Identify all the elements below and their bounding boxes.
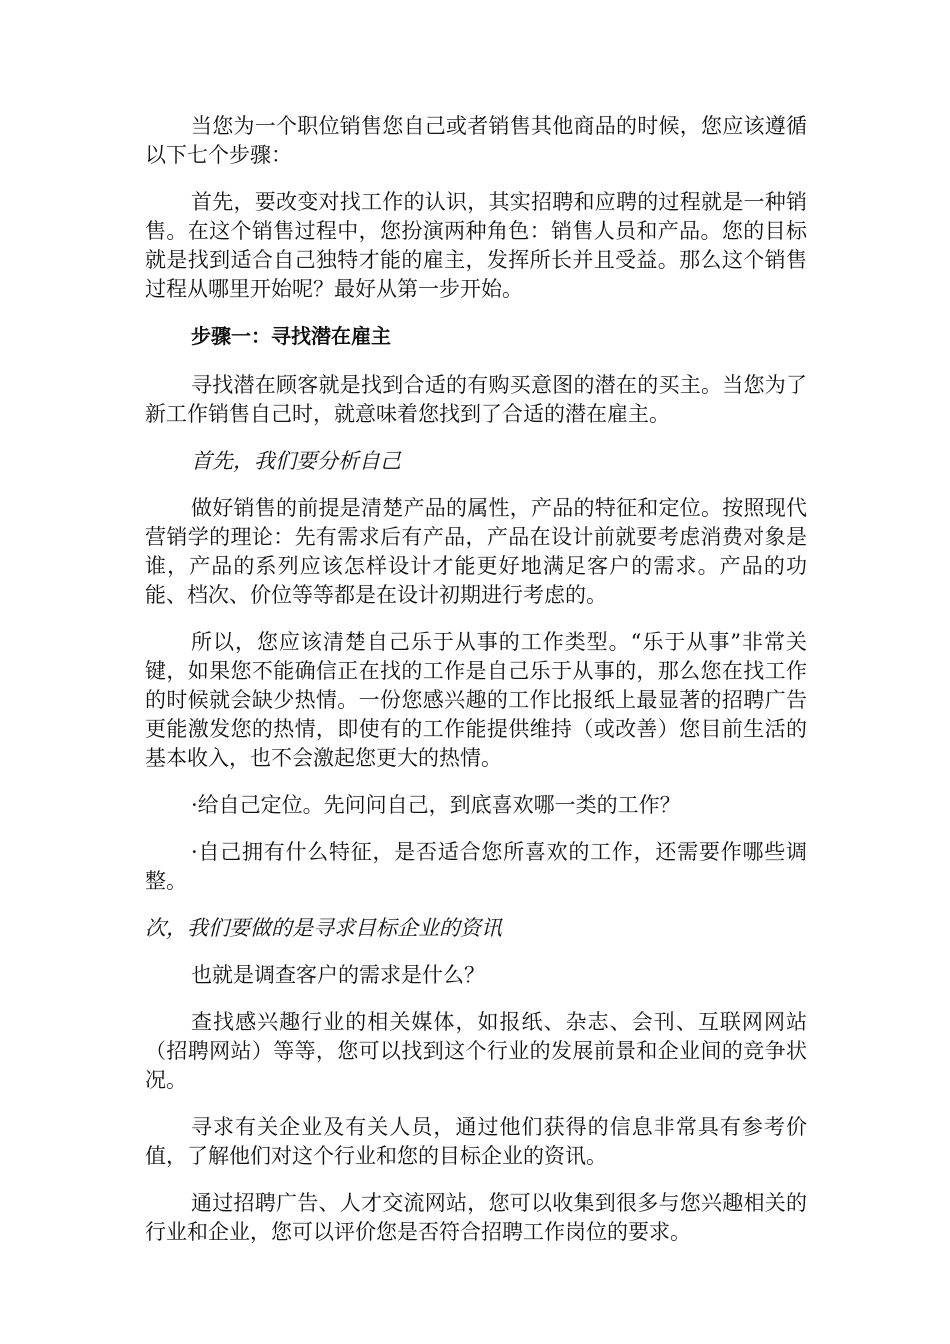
subheading: 次，我们要做的是寻求目标企业的资讯 <box>145 916 502 940</box>
body-paragraph: 做好销售的前提是清楚产品的属性，产品的特征和定位。按照现代营销学的理论：先有需求后有产品，产品在设计前就要考虑消费对象是谁，产品的系列应该怎样设计才能更好地满足客户的需求。产品的功能、档次、价位等等都是在设计初期进行考虑的。 <box>145 496 807 607</box>
bullet-item: ·给自己定位。先问问自己，到底喜欢哪一类的工作？ <box>191 793 681 817</box>
body-paragraph: 首先，要改变对找工作的认识，其实招聘和应聘的过程就是一种销售。在这个销售过程中，您扮演两种角色：销售人员和产品。您的目标就是找到适合自己独特才能的雇主，发挥所长并且受益。那么这个销售过程从哪里开始呢？最好从第一步开始。 <box>145 190 807 301</box>
body-paragraph: 通过招聘广告、人才交流网站，您可以收集到很多与您兴趣相关的行业和企业，您可以评价您是否符合招聘工作岗位的要求。 <box>145 1191 807 1244</box>
body-paragraph: 寻找潜在顾客就是找到合适的有购买意图的潜在的买主。当您为了新工作销售自己时，就意味着您找到了合适的潜在雇主。 <box>145 373 807 426</box>
subheading: 首先，我们要分析自己 <box>191 449 401 473</box>
bullet-item: ·自己拥有什么特征，是否适合您所喜欢的工作，还需要作哪些调整。 <box>145 840 807 893</box>
body-paragraph: 查找感兴趣行业的相关媒体，如报纸、杂志、会刊、互联网网站（招聘网站）等等，您可以找到这个行业的发展前景和企业间的竞争状况。 <box>145 1010 807 1092</box>
intro-paragraph: 当您为一个职位销售您自己或者销售其他商品的时候，您应该遵循以下七个步骤： <box>145 114 807 167</box>
section-heading: 步骤一：寻找潜在雇主 <box>191 324 391 348</box>
body-paragraph: 所以，您应该清楚自己乐于从事的工作类型。“乐于从事”非常关键，如果您不能确信正在找的工作是自己乐于从事的，那么您在找工作的时候就会缺少热情。一份您感兴趣的工作比报纸上最显著的招聘广告更能激发您的热情，即使有的工作能提供维持（或改善）您目前生活的基本收入，也不会激起您更大的热情。 <box>145 630 807 770</box>
document-body <box>145 112 807 1265</box>
body-paragraph: 也就是调查客户的需求是什么？ <box>191 963 485 987</box>
body-paragraph: 寻求有关企业及有关人员，通过他们获得的信息非常具有参考价值，了解他们对这个行业和您的目标企业的资讯。 <box>145 1115 807 1168</box>
